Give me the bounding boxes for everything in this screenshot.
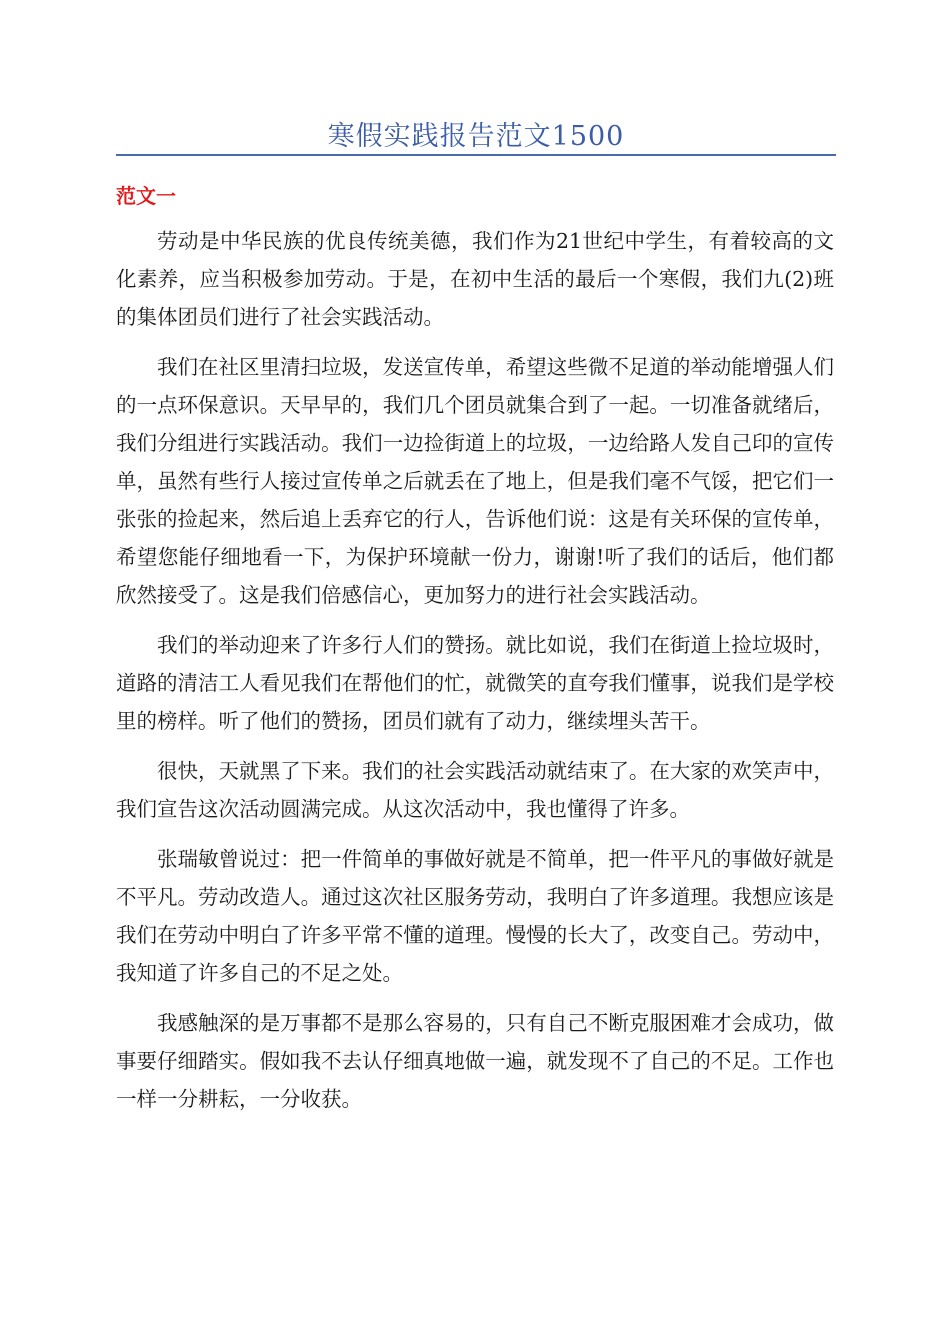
paragraph-6: 我感触深的是万事都不是那么容易的，只有自己不断克服困难才会成功，做事要仔细踏实。假如我不去认仔细真地做一遍，就发现不了自己的不足。工作也一样一分耕耘，一分收获。 <box>116 1011 834 1111</box>
paragraph-2: 我们在社区里清扫垃圾，发送宣传单，希望这些微不足道的举动能增强人们的一点环保意识。天早早的，我们几个团员就集合到了一起。一切准备就绪后，我们分组进行实践活动。我们一边捡街道上的垃圾，一边给路人发自己印的宣传单，虽然有些行人接过宣传单之后就丢在了地上，但是我们毫不气馁，把它们一张张的捡起来，然后追上丢弃它的行人，告诉他们说：这是有关环保的宣传单，希望您能仔细地看一下，为保护环境献一份力，谢谢!听了我们的话后，他们都欣然接受了。这是我们倍感信心，更加努力的进行社会实践活动。 <box>116 355 834 607</box>
paragraph-5: 张瑞敏曾说过：把一件简单的事做好就是不简单，把一件平凡的事做好就是不平凡。劳动改造人。通过这次社区服务劳动，我明白了许多道理。我想应该是我们在劳动中明白了许多平常不懂的道理。慢慢的长大了，改变自己。劳动中，我知道了许多自己的不足之处。 <box>116 847 834 985</box>
paragraph-1: 劳动是中华民族的优良传统美德，我们作为21世纪中学生，有着较高的文化素养，应当积极参加劳动。于是，在初中生活的最后一个寒假，我们九(2)班的集体团员们进行了社会实践活动。 <box>116 229 834 329</box>
page-title: 寒假实践报告范文1500 <box>327 121 625 152</box>
title-divider <box>116 154 836 156</box>
body-text <box>116 222 834 1130</box>
section-heading: 范文一 <box>116 184 176 208</box>
paragraph-3: 我们的举动迎来了许多行人们的赞扬。就比如说，我们在街道上捡垃圾时，道路的清洁工人看见我们在帮他们的忙，就微笑的直夸我们懂事，说我们是学校里的榜样。听了他们的赞扬，团员们就有了动力，继续埋头苦干。 <box>116 633 834 733</box>
paragraph-4: 很快，天就黑了下来。我们的社会实践活动就结束了。在大家的欢笑声中，我们宣告这次活动圆满完成。从这次活动中，我也懂得了许多。 <box>116 759 834 821</box>
